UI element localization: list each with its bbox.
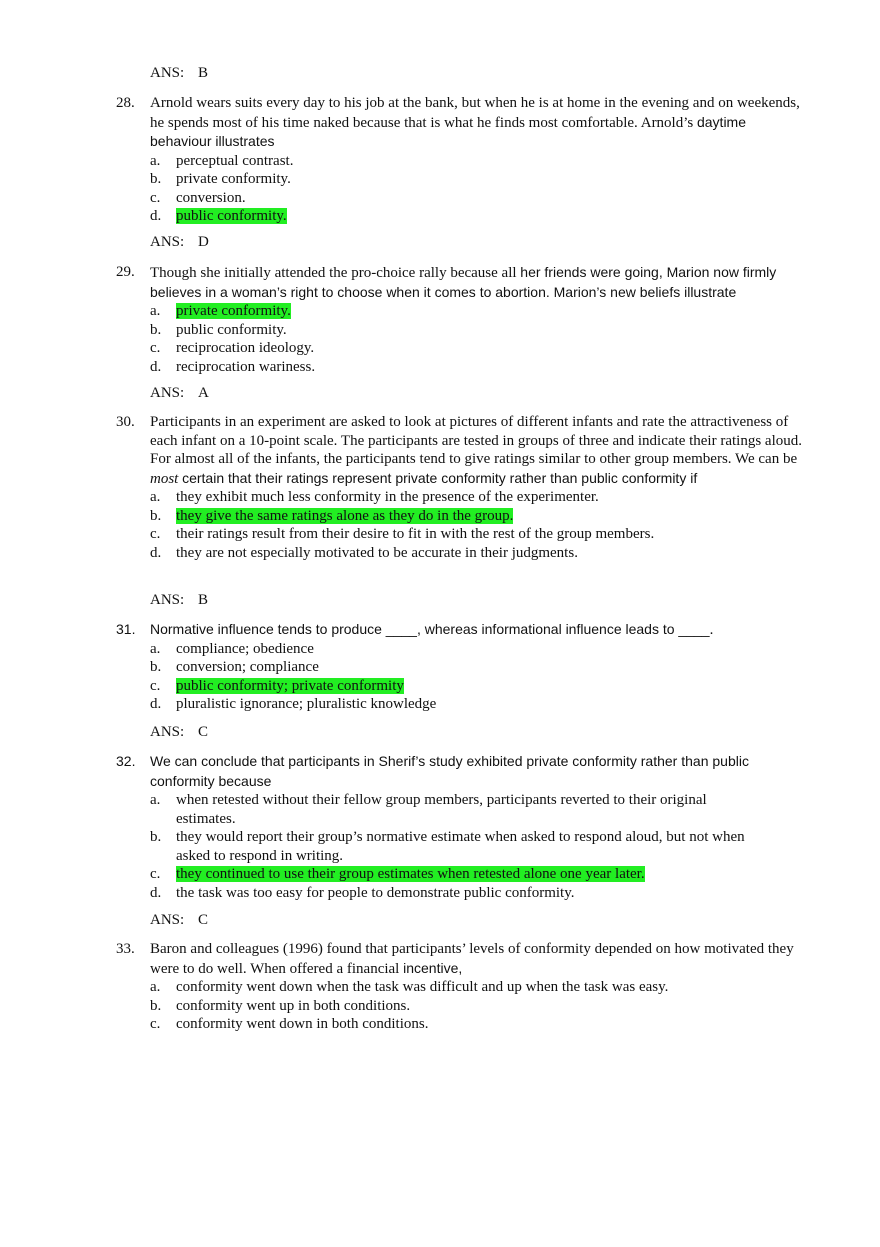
option-b — [150, 170, 806, 189]
option-letter: b. — [150, 659, 162, 675]
question-30 — [116, 413, 806, 562]
option-a — [150, 640, 806, 659]
option-c — [150, 677, 806, 696]
option-letter: d. — [150, 884, 162, 901]
question-number: 33. — [116, 941, 135, 957]
question-text-part: Normative influence tends to produce ____, whereas informational influence leads to ____ — [150, 621, 710, 637]
options-list — [150, 302, 806, 376]
question-text — [150, 752, 806, 791]
option-letter: b. — [150, 171, 162, 187]
option-d — [150, 695, 806, 714]
option-letter: a. — [150, 979, 161, 995]
option-a — [150, 302, 806, 321]
question-text-part: her friends were going, Marion now firmly believes in a woman’s right to choose when it comes to abortion. Marion’s new beliefs illustrate — [150, 264, 777, 300]
options-list — [150, 640, 806, 714]
option-letter: d. — [150, 696, 162, 712]
question-text-part: Participants in an experiment are asked to look at pictures of different infants and rate the attractiveness of each infant on a 10-point scale. The participants are tested in groups of three and indicate their ratings aloud. For almost all of the infants, the participants tend to give ratings similar to other group members. We can be — [150, 414, 802, 467]
option-a — [150, 791, 806, 828]
question-29 — [116, 263, 806, 376]
option-c — [150, 339, 806, 358]
option-letter: d. — [150, 358, 162, 375]
ans-value: B — [198, 592, 209, 608]
option-letter: c. — [150, 340, 161, 356]
option-c — [150, 525, 806, 544]
option-text: perceptual contrast. — [176, 152, 294, 169]
option-b — [150, 321, 806, 340]
option-letter: d. — [150, 544, 162, 561]
answer-27 — [150, 64, 208, 83]
question-32 — [116, 752, 806, 902]
question-number: 28. — [116, 95, 135, 111]
ans-value: B — [198, 65, 209, 81]
ans-label: ANS: — [150, 592, 185, 608]
option-d — [150, 884, 806, 903]
question-number: 32. — [116, 753, 136, 769]
option-b — [150, 507, 806, 526]
question-text-part: incentive, — [403, 959, 463, 976]
option-letter: a. — [150, 640, 161, 657]
option-letter: a. — [150, 792, 161, 808]
option-letter: a. — [150, 303, 161, 319]
option-letter: c. — [150, 866, 161, 882]
question-text — [150, 940, 806, 978]
option-text: conversion. — [176, 189, 246, 206]
option-text: conformity went up in both conditions. — [176, 997, 411, 1014]
answer-30 — [150, 591, 208, 610]
option-text-highlighted: public conformity; private conformity — [176, 677, 404, 694]
option-letter: b. — [150, 829, 162, 845]
option-text: compliance; obedience — [176, 640, 314, 657]
option-text: their ratings result from their desire to fit in with the rest of the group members. — [176, 526, 655, 542]
option-b — [150, 828, 806, 865]
question-31 — [116, 620, 806, 714]
option-letter: b. — [150, 321, 162, 338]
ans-label: ANS: — [150, 912, 185, 928]
question-number: 29. — [116, 264, 135, 280]
question-text-emphasis: most — [150, 470, 179, 487]
option-c — [150, 1015, 806, 1034]
question-number: 30. — [116, 414, 135, 430]
option-b — [150, 997, 806, 1016]
option-d — [150, 544, 806, 563]
option-c — [150, 865, 806, 884]
question-text — [150, 263, 806, 302]
question-text — [150, 413, 806, 488]
answer-31 — [150, 723, 208, 742]
option-text: when retested without their fellow group members, participants reverted to their original estimates. — [176, 792, 707, 827]
ans-value: C — [198, 724, 209, 740]
options-list — [150, 152, 806, 226]
question-text-part: certain that their ratings represent private conformity rather than public conformity if — [182, 469, 698, 486]
question-number: 31. — [116, 621, 136, 637]
option-letter: d. — [150, 208, 162, 224]
option-text-highlighted: public conformity. — [176, 208, 287, 224]
option-a — [150, 488, 806, 507]
question-text-part: Arnold wears suits every day to his job at the bank, but when he is at home in the evening and on weekends, he spends most of his time naked because that is what he finds most comfortable. Arnold’s — [150, 95, 800, 131]
option-text: private conformity. — [176, 171, 291, 187]
question-28 — [116, 94, 806, 226]
option-text: public conformity. — [176, 321, 287, 338]
question-text — [150, 94, 806, 152]
option-text: the task was too easy for people to demonstrate public conformity. — [176, 884, 575, 901]
option-letter: c. — [150, 526, 161, 542]
ans-value: D — [198, 234, 209, 250]
option-letter: a. — [150, 489, 161, 505]
option-d — [150, 358, 806, 377]
option-text: conformity went down when the task was difficult and up when the task was easy. — [176, 979, 669, 995]
question-text-part: We can conclude that participants in Sherif’s study exhibited private conformity rather than public conformity because — [150, 753, 749, 789]
option-text: conformity went down in both conditions. — [176, 1016, 429, 1032]
option-b — [150, 658, 806, 677]
options-list — [150, 488, 806, 562]
option-letter: c. — [150, 1016, 161, 1032]
ans-label: ANS: — [150, 234, 185, 250]
option-letter: c. — [150, 677, 161, 694]
option-text-highlighted: private conformity. — [176, 303, 291, 319]
options-list — [150, 791, 806, 902]
option-letter: c. — [150, 189, 161, 206]
answer-29 — [150, 384, 209, 403]
question-33 — [116, 940, 806, 1034]
answer-28 — [150, 233, 209, 252]
option-text-highlighted: they continued to use their group estimates when retested alone one year later. — [176, 866, 645, 882]
option-letter: b. — [150, 507, 162, 524]
option-a — [150, 152, 806, 171]
ans-value: C — [198, 912, 209, 928]
option-text: conversion; compliance — [176, 659, 319, 675]
question-text-part: Though she initially attended the pro-choice rally because all — [150, 265, 517, 281]
option-d — [150, 207, 806, 226]
question-text — [150, 620, 806, 640]
option-text: they exhibit much less conformity in the presence of the experimenter. — [176, 489, 599, 505]
option-text: pluralistic ignorance; pluralistic knowledge — [176, 696, 437, 712]
question-text-part: . — [709, 622, 714, 638]
option-text: reciprocation wariness. — [176, 358, 316, 375]
option-text: they would report their group’s normative estimate when asked to respond aloud, but not when asked to respond in writing. — [176, 829, 745, 864]
ans-label: ANS: — [150, 724, 185, 740]
options-list — [150, 978, 806, 1034]
option-letter: a. — [150, 152, 161, 169]
question-text-part: daytime behaviour illustrates — [150, 113, 747, 149]
ans-label: ANS: — [150, 385, 185, 401]
option-letter: b. — [150, 997, 162, 1014]
option-text: reciprocation ideology. — [176, 340, 315, 356]
ans-value: A — [198, 385, 209, 401]
option-text: they are not especially motivated to be accurate in their judgments. — [176, 544, 578, 561]
option-a — [150, 978, 806, 997]
option-c — [150, 189, 806, 208]
question-text-part: Baron and colleagues (1996) found that participants’ levels of conformity depended on how motivated they were to do well. When offered a financial — [150, 941, 794, 977]
ans-label: ANS: — [150, 65, 185, 81]
answer-32 — [150, 911, 208, 930]
option-text-highlighted: they give the same ratings alone as they do in the group. — [176, 507, 514, 524]
